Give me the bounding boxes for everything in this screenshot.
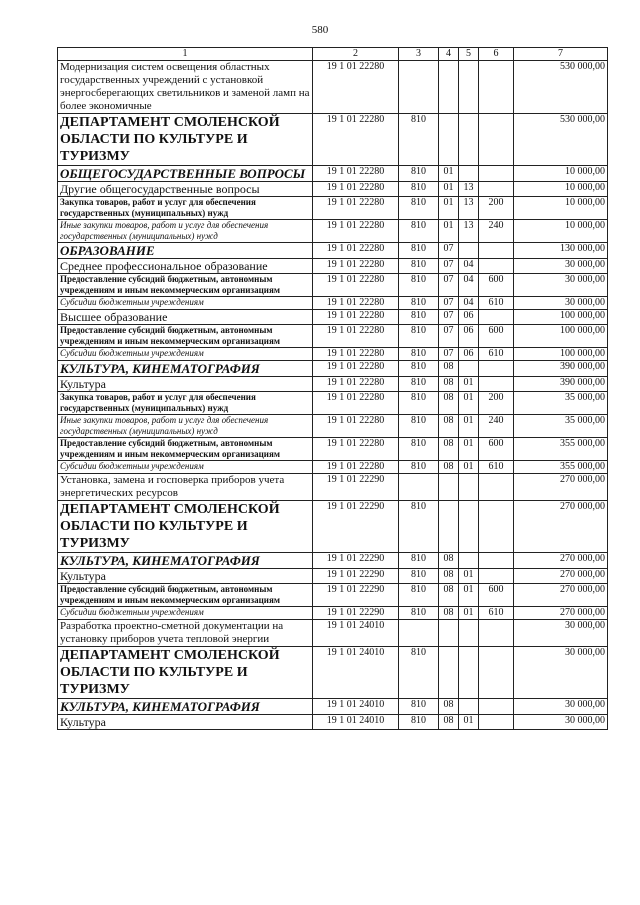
section-code (439, 647, 459, 699)
target-article-code: 19 1 01 22280 (313, 114, 399, 166)
amount-value: 355 000,00 (514, 438, 608, 461)
row-label: Разработка проектно-сметной документации на установку приборов учета тепловой энергии (58, 620, 313, 647)
department-code: 810 (399, 392, 439, 415)
expense-type-code (479, 699, 514, 715)
department-code: 810 (399, 220, 439, 243)
department-code: 810 (399, 274, 439, 297)
row-label: Установка, замена и госповерка приборов учета энергетических ресурсов (58, 474, 313, 501)
target-article-code: 19 1 01 22290 (313, 607, 399, 620)
target-article-code: 19 1 01 22290 (313, 501, 399, 553)
table-row (58, 553, 608, 569)
amount-value: 30 000,00 (514, 259, 608, 274)
table-row (58, 501, 608, 553)
section-code (439, 114, 459, 166)
row-label: Закупка товаров, работ и услуг для обеспечения государственных (муниципальных) нужд (58, 392, 313, 415)
expense-type-code (479, 715, 514, 730)
section-code: 07 (439, 325, 459, 348)
department-code (399, 474, 439, 501)
column-header: 3 (399, 48, 439, 61)
row-label: Предоставление субсидий бюджетным, автономным учреждениям и иным некоммерческим организациям (58, 584, 313, 607)
section-code (439, 61, 459, 114)
section-code: 08 (439, 569, 459, 584)
amount-value: 270 000,00 (514, 501, 608, 553)
department-code: 810 (399, 607, 439, 620)
expense-type-code (479, 620, 514, 647)
row-label: Культура (58, 569, 313, 584)
section-code: 07 (439, 274, 459, 297)
row-label: Иные закупки товаров, работ и услуг для обеспечения государственных (муниципальных) нужд (58, 220, 313, 243)
amount-value: 30 000,00 (514, 715, 608, 730)
target-article-code: 19 1 01 22280 (313, 361, 399, 377)
row-label: КУЛЬТУРА, КИНЕМАТОГРАФИЯ (58, 361, 313, 377)
section-code: 08 (439, 377, 459, 392)
row-label: Субсидии бюджетным учреждениям (58, 297, 313, 310)
column-header: 7 (514, 48, 608, 61)
target-article-code: 19 1 01 22280 (313, 438, 399, 461)
amount-value: 35 000,00 (514, 415, 608, 438)
row-label: Модернизация систем освещения областных государственных учреждений с установкой энергосберегающих светильников и заменой ламп на более экономичные (58, 61, 313, 114)
target-article-code: 19 1 01 24010 (313, 620, 399, 647)
department-code (399, 61, 439, 114)
amount-value: 530 000,00 (514, 61, 608, 114)
row-label: Закупка товаров, работ и услуг для обеспечения государственных (муниципальных) нужд (58, 197, 313, 220)
subsection-code: 01 (459, 569, 479, 584)
section-code (439, 620, 459, 647)
row-label: Предоставление субсидий бюджетным, автономным учреждениям и иным некоммерческим организациям (58, 438, 313, 461)
table-row (58, 166, 608, 182)
amount-value: 35 000,00 (514, 392, 608, 415)
expense-type-code (479, 114, 514, 166)
table-row (58, 274, 608, 297)
section-code: 08 (439, 438, 459, 461)
expense-type-code (479, 361, 514, 377)
target-article-code: 19 1 01 22290 (313, 569, 399, 584)
section-code: 07 (439, 259, 459, 274)
expense-type-code (479, 647, 514, 699)
amount-value: 30 000,00 (514, 297, 608, 310)
column-header: 4 (439, 48, 459, 61)
subsection-code: 04 (459, 259, 479, 274)
section-code: 08 (439, 392, 459, 415)
target-article-code: 19 1 01 22280 (313, 182, 399, 197)
table-row (58, 325, 608, 348)
subsection-code: 01 (459, 438, 479, 461)
department-code: 810 (399, 715, 439, 730)
subsection-code: 06 (459, 325, 479, 348)
section-code: 07 (439, 297, 459, 310)
amount-value: 130 000,00 (514, 243, 608, 259)
table-row (58, 392, 608, 415)
subsection-code: 06 (459, 348, 479, 361)
expense-type-code (479, 166, 514, 182)
subsection-code (459, 474, 479, 501)
table-row (58, 377, 608, 392)
expense-type-code (479, 501, 514, 553)
expense-type-code (479, 259, 514, 274)
table-row (58, 584, 608, 607)
budget-table (57, 47, 608, 730)
section-code: 08 (439, 415, 459, 438)
target-article-code: 19 1 01 22280 (313, 348, 399, 361)
row-label: Высшее образование (58, 310, 313, 325)
expense-type-code: 200 (479, 392, 514, 415)
section-code: 01 (439, 197, 459, 220)
table-row (58, 461, 608, 474)
row-label: Другие общегосударственные вопросы (58, 182, 313, 197)
row-label: ДЕПАРТАМЕНТ СМОЛЕНСКОЙ ОБЛАСТИ ПО КУЛЬТУРЕ И ТУРИЗМУ (58, 114, 313, 166)
target-article-code: 19 1 01 22280 (313, 415, 399, 438)
table-row (58, 438, 608, 461)
table-row (58, 361, 608, 377)
target-article-code: 19 1 01 22280 (313, 274, 399, 297)
target-article-code: 19 1 01 22280 (313, 220, 399, 243)
amount-value: 270 000,00 (514, 569, 608, 584)
section-code: 07 (439, 348, 459, 361)
row-label: Предоставление субсидий бюджетным, автономным учреждениям и иным некоммерческим организациям (58, 274, 313, 297)
target-article-code: 19 1 01 22280 (313, 259, 399, 274)
department-code: 810 (399, 297, 439, 310)
section-code: 08 (439, 607, 459, 620)
department-code: 810 (399, 461, 439, 474)
subsection-code: 01 (459, 377, 479, 392)
expense-type-code: 200 (479, 197, 514, 220)
table-row (58, 220, 608, 243)
expense-type-code (479, 243, 514, 259)
section-code (439, 474, 459, 501)
table-row (58, 647, 608, 699)
table-row (58, 415, 608, 438)
amount-value: 390 000,00 (514, 361, 608, 377)
department-code: 810 (399, 584, 439, 607)
table-row (58, 607, 608, 620)
expense-type-code: 600 (479, 325, 514, 348)
subsection-code (459, 699, 479, 715)
row-label: ДЕПАРТАМЕНТ СМОЛЕНСКОЙ ОБЛАСТИ ПО КУЛЬТУРЕ И ТУРИЗМУ (58, 501, 313, 553)
target-article-code: 19 1 01 22280 (313, 297, 399, 310)
amount-value: 30 000,00 (514, 699, 608, 715)
amount-value: 10 000,00 (514, 182, 608, 197)
subsection-code: 01 (459, 715, 479, 730)
table-row (58, 474, 608, 501)
expense-type-code: 240 (479, 220, 514, 243)
section-code: 07 (439, 243, 459, 259)
table-row (58, 348, 608, 361)
section-code: 08 (439, 715, 459, 730)
table-row (58, 715, 608, 730)
table-row (58, 259, 608, 274)
expense-type-code (479, 182, 514, 197)
subsection-code (459, 501, 479, 553)
target-article-code: 19 1 01 22280 (313, 166, 399, 182)
table-row (58, 243, 608, 259)
table-header-row (58, 48, 608, 61)
section-code: 08 (439, 699, 459, 715)
expense-type-code: 600 (479, 274, 514, 297)
department-code: 810 (399, 415, 439, 438)
expense-type-code: 240 (479, 415, 514, 438)
department-code: 810 (399, 114, 439, 166)
page-number: 580 (311, 24, 329, 36)
section-code: 08 (439, 461, 459, 474)
amount-value: 530 000,00 (514, 114, 608, 166)
subsection-code (459, 620, 479, 647)
table-row (58, 699, 608, 715)
target-article-code: 19 1 01 22290 (313, 584, 399, 607)
section-code: 01 (439, 166, 459, 182)
amount-value: 100 000,00 (514, 325, 608, 348)
target-article-code: 19 1 01 24010 (313, 699, 399, 715)
expense-type-code (479, 310, 514, 325)
amount-value: 100 000,00 (514, 348, 608, 361)
table-row (58, 310, 608, 325)
department-code: 810 (399, 325, 439, 348)
expense-type-code (479, 553, 514, 569)
subsection-code: 06 (459, 310, 479, 325)
amount-value: 270 000,00 (514, 607, 608, 620)
expense-type-code: 610 (479, 607, 514, 620)
expense-type-code (479, 377, 514, 392)
column-header: 2 (313, 48, 399, 61)
department-code (399, 620, 439, 647)
row-label: Предоставление субсидий бюджетным, автономным учреждениям и иным некоммерческим организациям (58, 325, 313, 348)
row-label: Субсидии бюджетным учреждениям (58, 607, 313, 620)
subsection-code: 13 (459, 182, 479, 197)
department-code: 810 (399, 501, 439, 553)
amount-value: 10 000,00 (514, 197, 608, 220)
expense-type-code (479, 61, 514, 114)
table-row (58, 182, 608, 197)
department-code: 810 (399, 348, 439, 361)
subsection-code (459, 243, 479, 259)
expense-type-code (479, 474, 514, 501)
row-label: ОБРАЗОВАНИЕ (58, 243, 313, 259)
table-row (58, 114, 608, 166)
subsection-code (459, 114, 479, 166)
expense-type-code (479, 569, 514, 584)
expense-type-code: 600 (479, 438, 514, 461)
section-code: 07 (439, 310, 459, 325)
amount-value: 10 000,00 (514, 166, 608, 182)
department-code: 810 (399, 699, 439, 715)
amount-value: 390 000,00 (514, 377, 608, 392)
expense-type-code: 600 (479, 584, 514, 607)
subsection-code (459, 166, 479, 182)
section-code: 01 (439, 182, 459, 197)
row-label: КУЛЬТУРА, КИНЕМАТОГРАФИЯ (58, 553, 313, 569)
department-code: 810 (399, 259, 439, 274)
target-article-code: 19 1 01 22280 (313, 392, 399, 415)
target-article-code: 19 1 01 22280 (313, 197, 399, 220)
row-label: Среднее профессиональное образование (58, 259, 313, 274)
amount-value: 355 000,00 (514, 461, 608, 474)
subsection-code: 01 (459, 461, 479, 474)
department-code: 810 (399, 243, 439, 259)
subsection-code: 01 (459, 584, 479, 607)
department-code: 810 (399, 310, 439, 325)
target-article-code: 19 1 01 22290 (313, 474, 399, 501)
table-row (58, 620, 608, 647)
target-article-code: 19 1 01 24010 (313, 715, 399, 730)
department-code: 810 (399, 647, 439, 699)
subsection-code: 01 (459, 392, 479, 415)
row-label: Субсидии бюджетным учреждениям (58, 461, 313, 474)
department-code: 810 (399, 377, 439, 392)
row-label: Иные закупки товаров, работ и услуг для обеспечения государственных (муниципальных) нужд (58, 415, 313, 438)
amount-value: 270 000,00 (514, 584, 608, 607)
expense-type-code: 610 (479, 348, 514, 361)
target-article-code: 19 1 01 22280 (313, 461, 399, 474)
table-row (58, 569, 608, 584)
column-header: 1 (58, 48, 313, 61)
target-article-code: 19 1 01 24010 (313, 647, 399, 699)
target-article-code: 19 1 01 22280 (313, 243, 399, 259)
department-code: 810 (399, 553, 439, 569)
target-article-code: 19 1 01 22290 (313, 553, 399, 569)
target-article-code: 19 1 01 22280 (313, 310, 399, 325)
department-code: 810 (399, 569, 439, 584)
subsection-code: 13 (459, 220, 479, 243)
column-header: 6 (479, 48, 514, 61)
row-label: ДЕПАРТАМЕНТ СМОЛЕНСКОЙ ОБЛАСТИ ПО КУЛЬТУРЕ И ТУРИЗМУ (58, 647, 313, 699)
section-code: 01 (439, 220, 459, 243)
row-label: КУЛЬТУРА, КИНЕМАТОГРАФИЯ (58, 699, 313, 715)
department-code: 810 (399, 361, 439, 377)
subsection-code: 04 (459, 274, 479, 297)
subsection-code (459, 553, 479, 569)
row-label: ОБЩЕГОСУДАРСТВЕННЫЕ ВОПРОСЫ (58, 166, 313, 182)
row-label: Субсидии бюджетным учреждениям (58, 348, 313, 361)
table-row (58, 197, 608, 220)
subsection-code: 01 (459, 415, 479, 438)
amount-value: 270 000,00 (514, 553, 608, 569)
expense-type-code: 610 (479, 461, 514, 474)
column-header: 5 (459, 48, 479, 61)
subsection-code (459, 647, 479, 699)
department-code: 810 (399, 182, 439, 197)
expense-type-code: 610 (479, 297, 514, 310)
department-code: 810 (399, 438, 439, 461)
amount-value: 100 000,00 (514, 310, 608, 325)
target-article-code: 19 1 01 22280 (313, 325, 399, 348)
section-code: 08 (439, 584, 459, 607)
row-label: Культура (58, 715, 313, 730)
section-code (439, 501, 459, 553)
table-row (58, 61, 608, 114)
row-label: Культура (58, 377, 313, 392)
section-code: 08 (439, 361, 459, 377)
subsection-code: 13 (459, 197, 479, 220)
subsection-code: 04 (459, 297, 479, 310)
subsection-code: 01 (459, 607, 479, 620)
table-row (58, 297, 608, 310)
amount-value: 270 000,00 (514, 474, 608, 501)
department-code: 810 (399, 166, 439, 182)
amount-value: 10 000,00 (514, 220, 608, 243)
amount-value: 30 000,00 (514, 647, 608, 699)
subsection-code (459, 61, 479, 114)
amount-value: 30 000,00 (514, 620, 608, 647)
department-code: 810 (399, 197, 439, 220)
amount-value: 30 000,00 (514, 274, 608, 297)
subsection-code (459, 361, 479, 377)
section-code: 08 (439, 553, 459, 569)
target-article-code: 19 1 01 22280 (313, 61, 399, 114)
target-article-code: 19 1 01 22280 (313, 377, 399, 392)
